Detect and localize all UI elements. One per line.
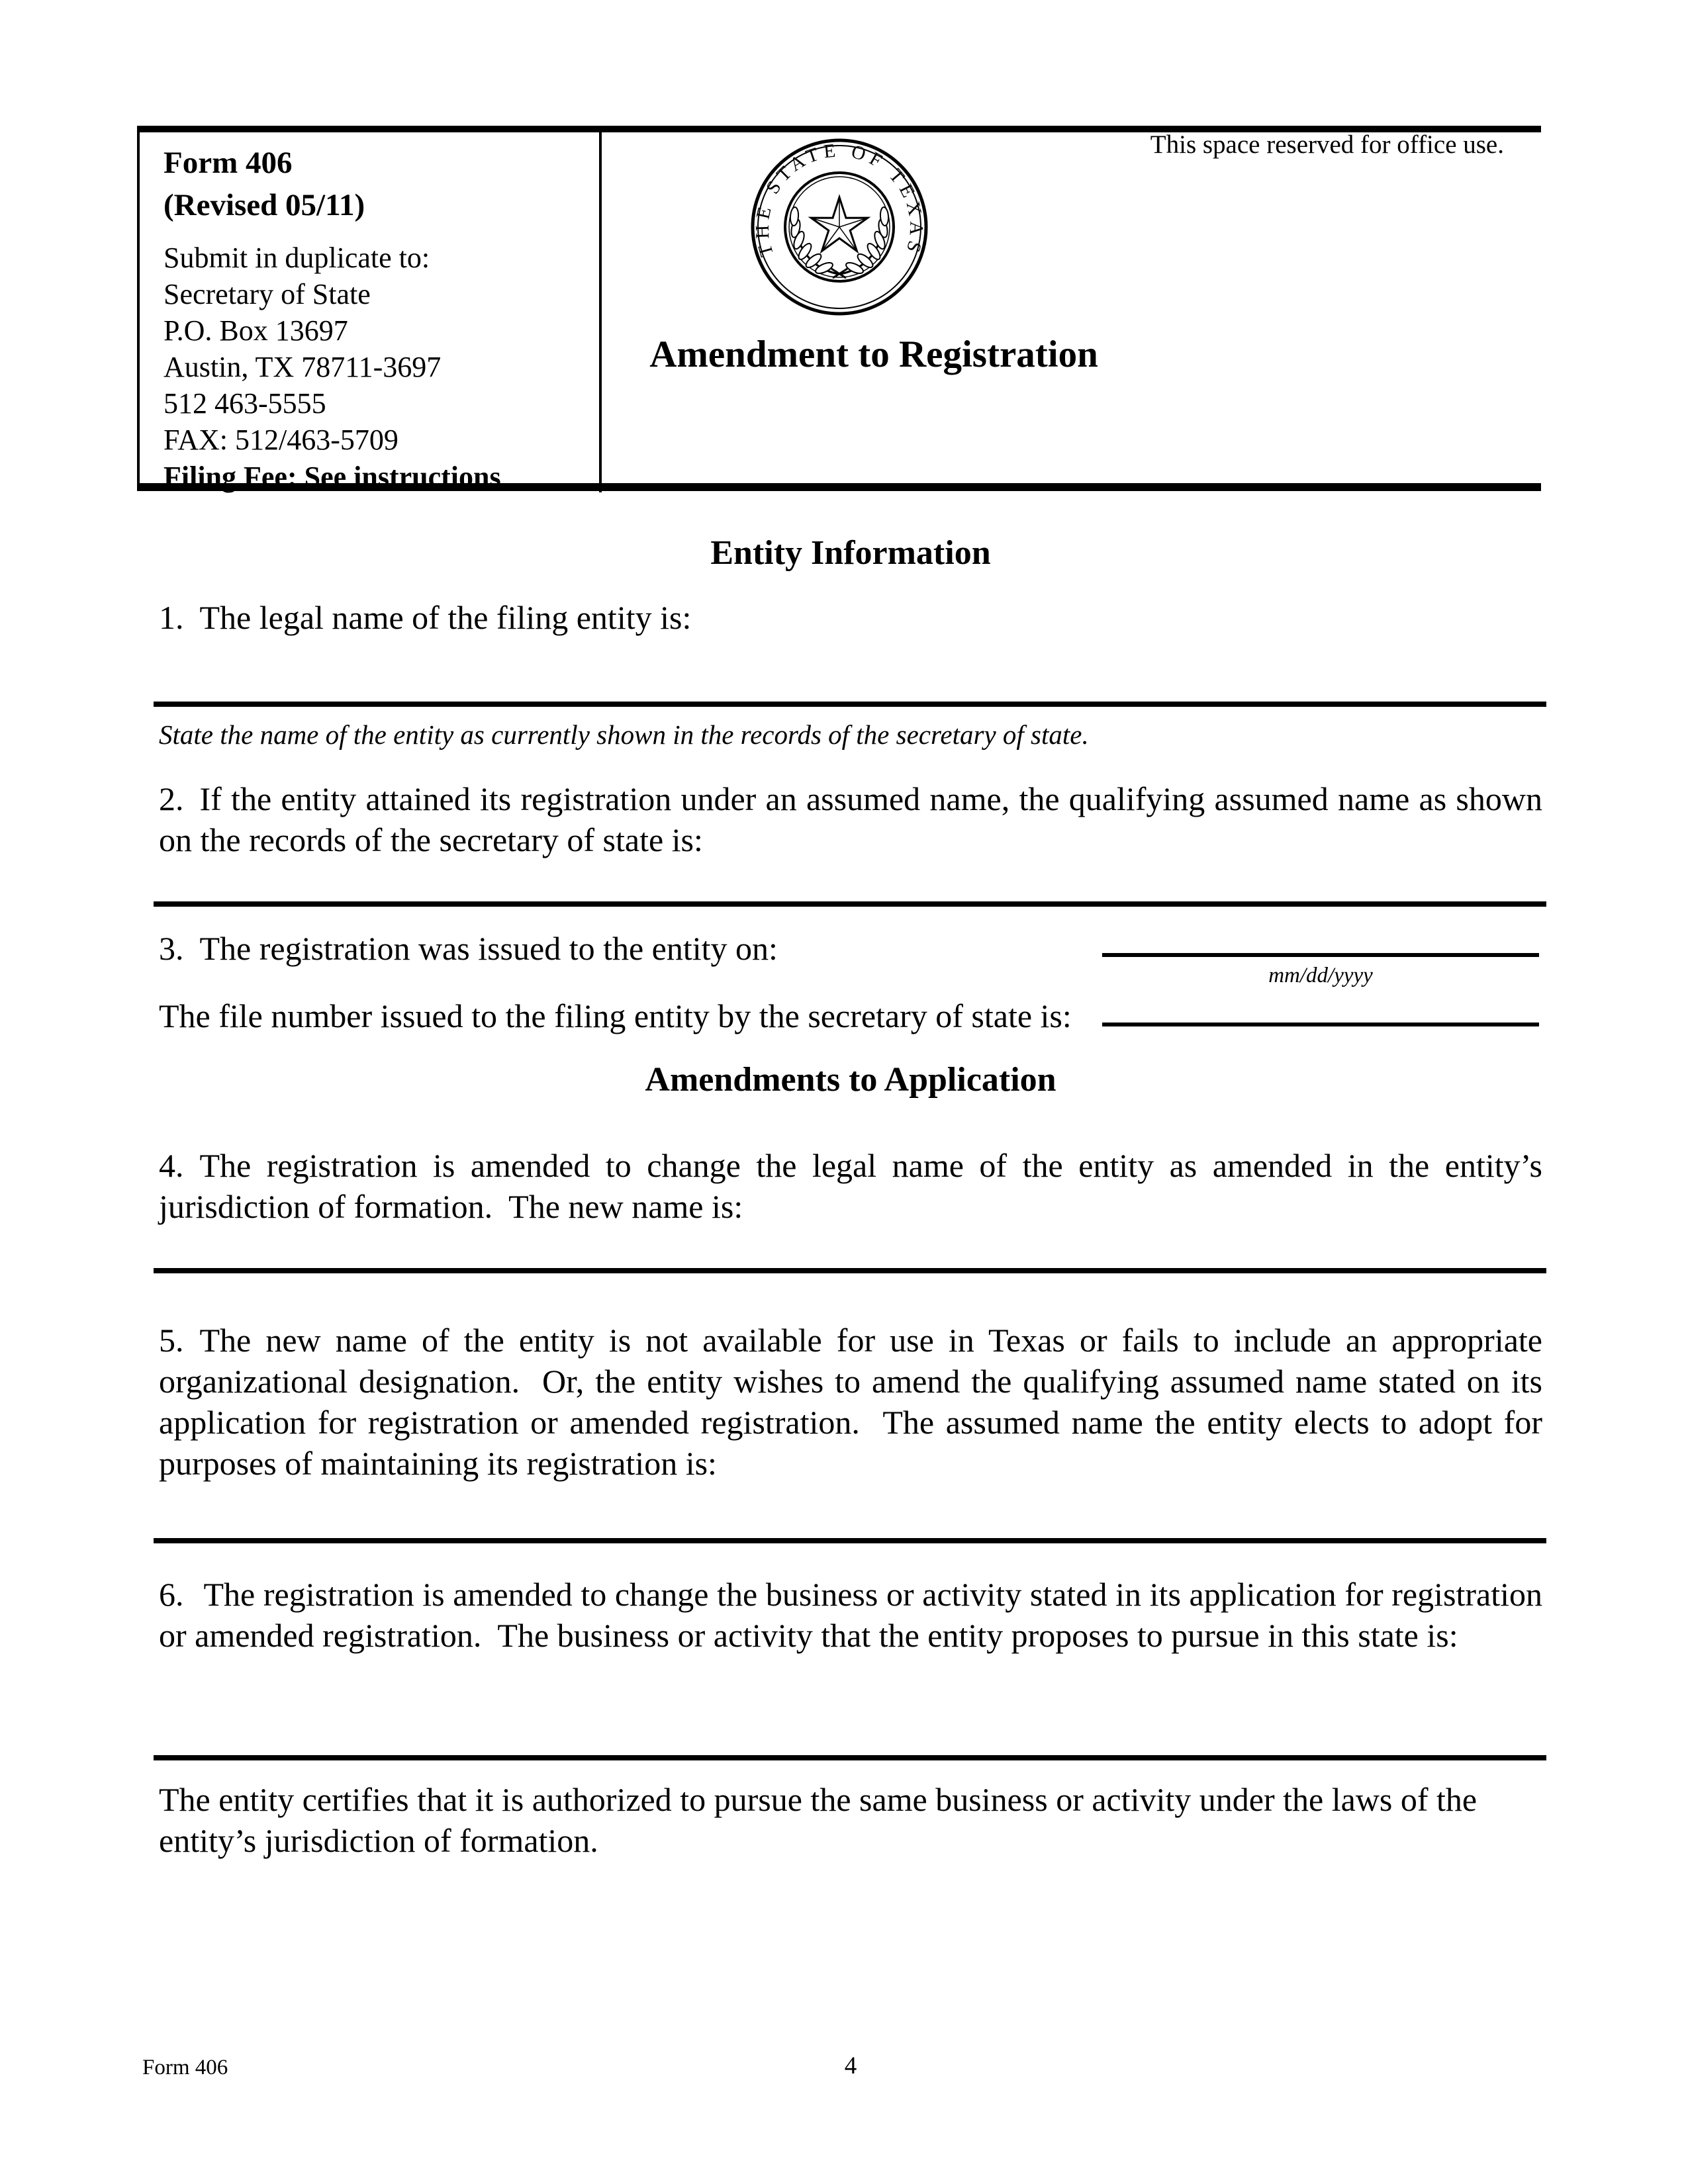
item-2-text: If the entity attained its registration under an assumed name, the qualifying assumed name as shown on the records of the secretary of state is:: [159, 780, 1542, 858]
registration-date-line[interactable]: [1102, 953, 1539, 957]
item-2: [159, 778, 1542, 860]
header-left-column: [140, 132, 602, 492]
footer-page-number: 4: [844, 2052, 857, 2079]
answer-line-new-name[interactable]: [154, 1268, 1546, 1273]
form-number: Form 406: [164, 146, 293, 180]
item-4-number: 4.: [159, 1147, 184, 1184]
item-4-text: The registration is amended to change the legal name of the entity as amended in the entity’s jurisdiction of formation. The new name is:: [159, 1147, 1542, 1225]
item-3-text: The registration was issued to the entity on:: [199, 930, 778, 967]
submit-line: Submit in duplicate to:: [164, 242, 430, 274]
file-number-line[interactable]: [1102, 1023, 1539, 1026]
item-1: [159, 597, 1542, 638]
document-title: Amendment to Registration: [649, 334, 1098, 375]
texas-state-seal: [750, 138, 929, 316]
filing-fee-note: Filing Fee: See instructions: [164, 461, 501, 493]
item-3: [159, 928, 1542, 969]
item-2-number: 2.: [159, 780, 184, 817]
item-6-text: The registration is amended to change the business or activity stated in its application for registration or amended registration. The business or activity that the entity proposes to pursue in this state is:: [159, 1576, 1542, 1654]
item-1-text: The legal name of the filing entity is:: [199, 599, 692, 636]
texas-state-seal-graphic: [750, 138, 929, 316]
date-format-hint: mm/dd/yyyy: [1268, 964, 1373, 987]
item-5-text: The new name of the entity is not available for use in Texas or fails to include an appropriate organizational designation. Or, the entity wishes to amend the qualifying assumed name stated on its application for registration or amended registration. The assumed name the entity elects to adopt for purposes of maintaining its registration is:: [159, 1322, 1542, 1482]
submit-line: FAX: 512/463-5709: [164, 424, 399, 456]
section-heading-entity-information: Entity Information: [710, 534, 991, 572]
form-revision: (Revised 05/11): [164, 188, 365, 222]
item-6-number: 6.: [159, 1576, 184, 1613]
item-1-number: 1.: [159, 599, 184, 636]
item-6: [159, 1574, 1542, 1656]
header-box: [137, 126, 1541, 491]
certification-statement: The entity certifies that it is authorized to pursue the same business or activity under the laws of the entity’s jurisdiction of formation.: [159, 1781, 1477, 1859]
answer-line-legal-name[interactable]: [154, 702, 1546, 707]
seal-ring-text: THE STATE OF TEXAS: [751, 140, 927, 259]
footer-form-label: Form 406: [142, 2056, 228, 2079]
file-number-prompt: The file number issued to the filing entity by the secretary of state is:: [159, 997, 1072, 1034]
submit-line: P.O. Box 13697: [164, 314, 348, 347]
office-use-note: This space reserved for office use.: [1150, 130, 1504, 159]
legal-name-caption: State the name of the entity as currently shown in the records of the secretary of state.: [159, 719, 1089, 750]
item-5: [159, 1320, 1542, 1484]
section-heading-amendments: Amendments to Application: [645, 1061, 1056, 1099]
seal-star: [811, 197, 868, 251]
item-3-number: 3.: [159, 930, 184, 967]
answer-line-business-activity[interactable]: [154, 1755, 1546, 1760]
item-4: [159, 1145, 1542, 1227]
item-5-number: 5.: [159, 1322, 184, 1359]
answer-line-assumed-name[interactable]: [154, 901, 1546, 907]
submit-line: Secretary of State: [164, 278, 371, 310]
submit-line: Austin, TX 78711-3697: [164, 351, 442, 383]
answer-line-adopted-assumed-name[interactable]: [154, 1538, 1546, 1543]
submit-line: 512 463-5555: [164, 387, 326, 420]
